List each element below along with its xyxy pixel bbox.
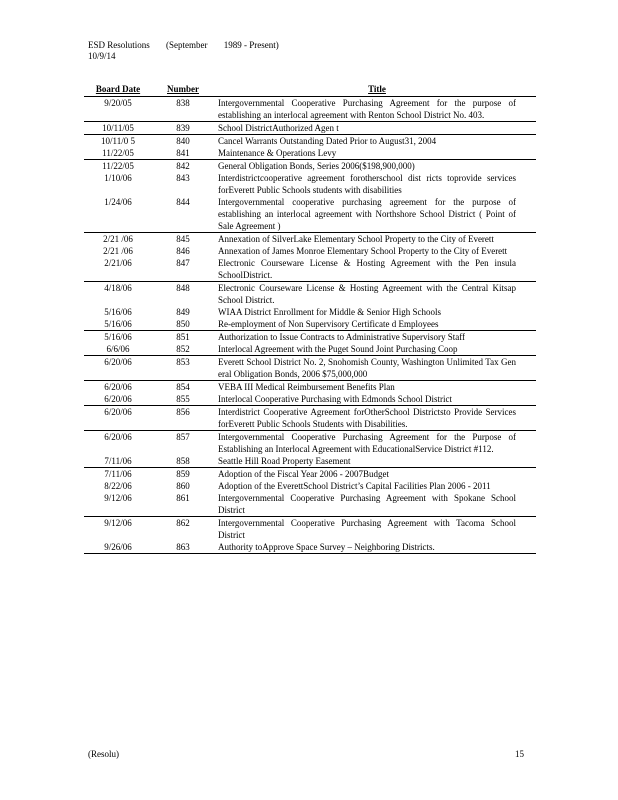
table-row (84, 343, 536, 356)
resolution-title: Intergovernmental Cooperative Purchasing Agreement for the Purpose of Establishing an Interlocal Agreement with EducationalService District #112. (214, 431, 536, 456)
resolution-number: 844 (176, 197, 190, 207)
resolution-date: 11/22/05 (84, 160, 152, 173)
resolution-date: 9/12/06 (84, 517, 152, 542)
table-row (84, 381, 536, 394)
resolution-date: 9/12/06 (104, 493, 132, 503)
resolution-title: Adoption of the Fiscal Year 2006 - 2007Budget (214, 468, 536, 481)
header-row (84, 84, 536, 97)
table-row (84, 245, 536, 257)
resolution-number: 857 (152, 431, 214, 456)
resolution-number: 846 (176, 246, 190, 256)
resolution-title: Intergovernmental Cooperative Purchasing Agreement with Spokane School District (218, 493, 516, 515)
table-row (84, 147, 536, 160)
resolution-number: 847 (176, 258, 190, 268)
resolution-number: 849 (176, 307, 190, 317)
page-number: 15 (515, 749, 524, 759)
resolution-number: 845 (152, 233, 214, 246)
table-bottom-rule (84, 553, 536, 554)
table-row (84, 196, 536, 233)
resolution-number: 861 (176, 493, 190, 503)
resolution-number: 842 (152, 160, 214, 173)
resolution-number: 860 (176, 481, 190, 491)
resolution-date: 6/20/06 (84, 356, 152, 381)
resolution-number: 855 (176, 394, 190, 404)
column-header-date: Board Date (95, 84, 141, 94)
resolution-date: 11/22/05 (102, 148, 134, 158)
header-range-start: (September (166, 40, 208, 50)
resolution-date: 9/20/05 (84, 97, 152, 122)
resolution-date: 2/21 /06 (84, 233, 152, 246)
resolution-number: 858 (176, 456, 190, 466)
table-row (84, 517, 536, 542)
resolution-number: 838 (152, 97, 214, 122)
table-row (84, 541, 536, 553)
resolution-title: Authority toApprove Space Survey – Neighboring Districts. (218, 542, 435, 552)
resolution-title: Intergovernmental cooperative purchasing agreement for the purpose of establishing an interlocal agreement with Northshore School District ( Point of Sale Agreement ) (218, 197, 516, 231)
table-row (84, 356, 536, 381)
resolution-title: Interlocal Agreement with the Puget Sound Joint Purchasing Coop (218, 344, 458, 354)
resolution-number: 862 (152, 517, 214, 542)
resolution-number: 839 (152, 122, 214, 135)
table-row (84, 318, 536, 331)
table-header (84, 84, 536, 97)
resolution-title: Re-employment of Non Supervisory Certificate d Employees (218, 319, 439, 329)
header-range-end: 1989 - Present) (223, 40, 279, 50)
column-header-number: Number (167, 84, 199, 94)
resolution-title: Interdistrictcooperative agreement forotherschool dist ricts toprovide services forEverett Public Schools students with disabilities (218, 173, 516, 195)
resolution-number: 854 (152, 381, 214, 394)
table-row (84, 331, 536, 344)
table-row (84, 431, 536, 456)
resolution-title: Annexation of SilverLake Elementary School Property to the City of Everett (214, 233, 536, 246)
resolution-date: 10/11/05 (84, 122, 152, 135)
resolution-title: VEBA III Medical Reimbursement Benefits Plan (214, 381, 536, 394)
header-title: ESD Resolutions (88, 40, 150, 50)
table-row (84, 135, 536, 148)
table-row (84, 306, 536, 318)
table-row (84, 160, 536, 173)
resolution-date: 6/20/06 (84, 381, 152, 394)
resolution-date: 2/21 /06 (103, 246, 133, 256)
resolution-date: 5/16/06 (84, 331, 152, 344)
resolution-title: Everett School District No. 2, Snohomish County, Washington Unlimited Tax Gen eral Obligation Bonds, 2006 $75,000,000 (214, 356, 536, 381)
resolution-date: 9/26/06 (104, 542, 132, 552)
page-header (88, 40, 293, 62)
resolution-title: Interdistrict Cooperative Agreement forOtherSchool Districtsto Provide Services forEverett Public Schools Students with Disabilities. (214, 406, 536, 431)
resolution-title: School DistrictAuthorized Agen t (214, 122, 536, 135)
resolution-date: 6/20/06 (104, 394, 132, 404)
header-line (88, 40, 293, 51)
resolution-title: Annexation of James Monroe Elementary School Property to the City of Everett (218, 246, 508, 256)
resolution-number: 840 (152, 135, 214, 148)
resolution-date: 1/24/06 (104, 197, 132, 207)
resolution-date: 4/18/06 (84, 282, 152, 307)
resolution-title: WIAA District Enrollment for Middle & Senior High Schools (218, 307, 441, 317)
resolution-number: 853 (152, 356, 214, 381)
resolution-number: 856 (152, 406, 214, 431)
resolution-date: 6/20/06 (84, 406, 152, 431)
resolution-title: Intergovernmental Cooperative Purchasing Agreement with Tacoma School District (214, 517, 536, 542)
table-row (84, 257, 536, 282)
table-row (84, 97, 536, 122)
resolution-date: 1/10/06 (104, 173, 132, 183)
table-row (84, 455, 536, 468)
resolution-title: Adoption of the EverettSchool District’s Capital Facilities Plan 2006 - 2011 (218, 481, 491, 491)
resolution-date: 5/16/06 (104, 307, 132, 317)
resolution-number: 841 (176, 148, 190, 158)
resolution-number: 859 (152, 468, 214, 481)
resolution-title: Intergovernmental Cooperative Purchasing Agreement for the purpose of establishing an interlocal agreement with Renton School District No. 403. (214, 97, 536, 122)
table-row (84, 172, 536, 196)
resolution-date: 5/16/06 (104, 319, 132, 329)
resolution-title: Electronic Courseware License & Hosting Agreement with the Central Kitsap School District. (214, 282, 536, 307)
resolution-date: 7/11/06 (104, 456, 132, 466)
resolutions-table (84, 84, 536, 553)
table-row (84, 468, 536, 481)
header-date: 10/9/14 (88, 51, 116, 61)
table-row (84, 122, 536, 135)
resolution-number: 848 (152, 282, 214, 307)
resolution-number: 850 (176, 319, 190, 329)
resolution-number: 863 (176, 542, 190, 552)
table-row (84, 406, 536, 431)
resolution-title: Authorization to Issue Contracts to Administrative Supervisory Staff (214, 331, 536, 344)
column-header-title: Title (368, 84, 386, 94)
table-row (84, 282, 536, 307)
table-body (84, 97, 536, 554)
table-row (84, 233, 536, 246)
table-row (84, 492, 536, 517)
resolution-title: Seattle Hill Road Property Easement (218, 456, 351, 466)
resolution-title: Interlocal Cooperative Purchasing with Edmonds School District (218, 394, 452, 404)
resolution-title: Electronic Courseware License & Hosting Agreement with the Pen insula SchoolDistrict. (218, 258, 516, 280)
table-row (84, 480, 536, 492)
resolution-title: Cancel Warrants Outstanding Dated Prior to August31, 2004 (214, 135, 536, 148)
resolution-date: 10/11/0 5 (84, 135, 152, 148)
table-row (84, 393, 536, 406)
resolution-title: Maintenance & Operations Levy (218, 148, 337, 158)
resolution-number: 852 (176, 344, 190, 354)
footer-label: (Resolu) (88, 749, 119, 759)
resolution-number: 851 (152, 331, 214, 344)
resolution-date: 6/20/06 (84, 431, 152, 456)
resolution-number: 843 (176, 173, 190, 183)
resolution-title: General Obligation Bonds, Series 2006($198,900,000) (214, 160, 536, 173)
resolution-date: 8/22/06 (104, 481, 132, 491)
resolution-date: 2/21/06 (104, 258, 132, 268)
resolution-date: 6/6/06 (106, 344, 130, 354)
resolution-date: 7/11/06 (84, 468, 152, 481)
